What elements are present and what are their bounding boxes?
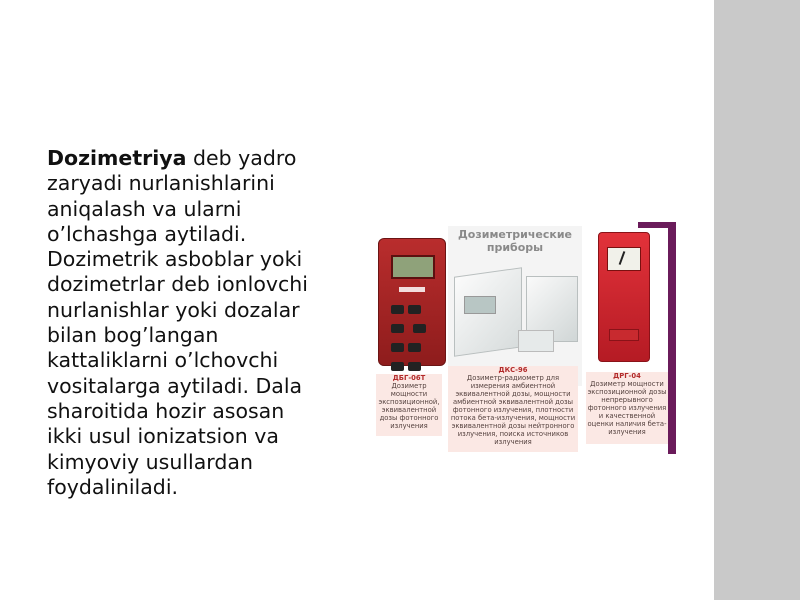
dks-96-device-image xyxy=(448,226,582,386)
slide-paragraph xyxy=(47,146,347,500)
image-title-line-1: Дозиметрические xyxy=(457,228,573,241)
paragraph-line: vositalarga aytiladi. Dala xyxy=(47,373,303,398)
paragraph-line: kattaliklarni o’lchovchi xyxy=(47,348,279,373)
caption-title: ДРГ-04 xyxy=(613,372,641,380)
paragraph-line: ikki usul ionizatsion va xyxy=(47,424,279,449)
paragraph-line: foydaliniladi. xyxy=(47,474,179,499)
caption-text: Дозиметр мощности экспозиционной дозы непрерывного фотонного излучения и качественной оценки наличия бета-излучения xyxy=(587,380,667,436)
caption-title: ДБГ-06Т xyxy=(392,374,426,382)
line-1-rest: deb yadro xyxy=(186,146,297,170)
paragraph-line: Dozimetrik asboblar yoki xyxy=(47,247,303,272)
caption-dbg-06t xyxy=(376,374,442,436)
paragraph-line: nurlanishlar yoki dozalar xyxy=(47,297,300,322)
caption-dks-96 xyxy=(448,366,578,452)
bold-term: Dozimetriya xyxy=(47,146,187,170)
accent-bar-side xyxy=(668,222,676,454)
dosimeter-devices-image xyxy=(372,218,678,458)
caption-text: Дозиметр-радиометр для измерения амбиентной эквивалентной дозы, мощности амбиентной эквивалентной дозы фотонного излучения, плотности потока бета-излучения, мощности эквивалентной дозы нейтронного излучения, поиска источников излучения xyxy=(450,374,576,446)
caption-text: Дозиметр мощности экспозиционной, эквивалентной дозы фотонного излучения xyxy=(378,382,440,430)
slide-side-band xyxy=(714,0,800,600)
paragraph-line: kimyoviy usullardan xyxy=(47,449,253,474)
paragraph-line: dozimetrlar deb ionlovchi xyxy=(47,272,308,297)
caption-title: ДКС-96 xyxy=(498,366,528,374)
dosimeter-unit-display xyxy=(464,296,496,314)
caption-drg-04 xyxy=(586,372,668,444)
paragraph-line: o’lchashga aytiladi. xyxy=(47,221,247,246)
image-title xyxy=(448,228,582,254)
dbg-06t-device-image xyxy=(378,238,446,366)
device-display xyxy=(391,255,435,279)
device-label xyxy=(609,329,639,341)
paragraph-line: aniqalash va ularni xyxy=(47,196,242,221)
image-title-line-2: приборы xyxy=(486,241,544,254)
dosimeter-probe xyxy=(518,330,554,352)
paragraph-line: bilan bog’langan xyxy=(47,323,219,348)
paragraph-line-1 xyxy=(47,146,347,171)
device-brand-plate xyxy=(399,287,425,292)
paragraph-line: zaryadi nurlanishlarini xyxy=(47,171,275,196)
drg-04-device-image xyxy=(598,232,650,362)
paragraph-line: sharoitida hozir asosan xyxy=(47,398,285,423)
